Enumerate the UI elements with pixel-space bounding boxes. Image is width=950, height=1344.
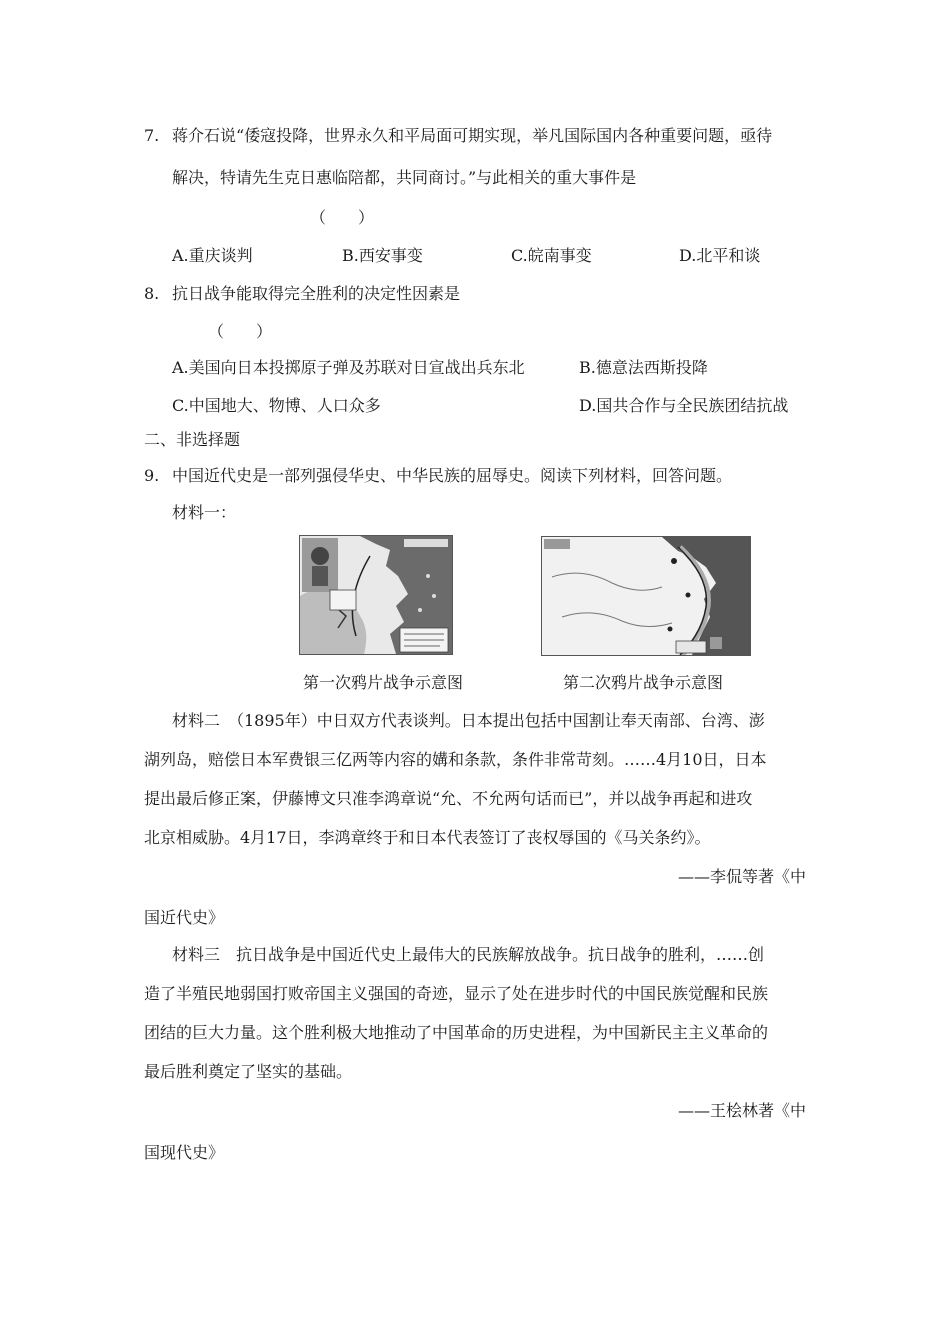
material3-source-cont: 国现代史》: [144, 1143, 225, 1162]
material3-source: ——王桧林著《中: [678, 1101, 807, 1120]
q7-option-c: C.皖南事变: [511, 246, 592, 265]
q7-option-d: D.北平和谈: [679, 246, 761, 265]
material1-label: 材料一：: [172, 503, 237, 522]
material3-line1: 材料三 抗日战争是中国近代史上最伟大的民族解放战争。抗日战争的胜利，……创: [172, 945, 765, 964]
material2-line1: 材料二 （1895年）中日双方代表谈判。日本提出包括中国割让奉天南部、台湾、澎: [172, 711, 765, 730]
q7-stem-line2: 解决，特请先生克日惠临陪都，共同商讨。”与此相关的重大事件是: [172, 168, 637, 187]
q7-answer-blank: （ ）: [310, 208, 375, 227]
material2-source-cont: 国近代史》: [144, 908, 225, 927]
q8-stem: 抗日战争能取得完全胜利的决定性因素是: [172, 284, 461, 303]
q7-option-b: B.西安事变: [342, 246, 423, 265]
q8-option-c: C.中国地大、物博、人口众多: [172, 396, 381, 415]
q9-stem: 中国近代史是一部列强侵华史、中华民族的屈辱史。阅读下列材料，回答问题。: [172, 466, 733, 485]
material2-line3: 提出最后修正案，伊藤博文只准李鸿章说“允、不允两句话而已”，并以战争再起和进攻: [144, 789, 753, 808]
material3-line4: 最后胜利奠定了坚实的基础。: [144, 1062, 353, 1081]
first-opium-war-map: [299, 535, 453, 655]
second-opium-war-map: [541, 536, 751, 656]
material3-line2: 造了半殖民地弱国打败帝国主义强国的奇迹，显示了处在进步时代的中国民族觉醒和民族: [144, 984, 769, 1003]
q7-stem-line1: 蒋介石说“倭寇投降，世界永久和平局面可期实现，举凡国际国内各种重要问题，亟待: [172, 126, 773, 145]
q8-option-b: B.德意法西斯投降: [579, 358, 708, 377]
material2-source: ——李侃等著《中: [678, 867, 807, 886]
q8-number: 8.: [144, 284, 160, 303]
q8-option-a: A.美国向日本投掷原子弹及苏联对日宣战出兵东北: [172, 358, 525, 377]
q7-number: 7.: [144, 126, 160, 145]
section-heading: 二、非选择题: [144, 430, 241, 449]
q7-option-a: A.重庆谈判: [172, 246, 253, 265]
q8-option-d: D.国共合作与全民族团结抗战: [579, 396, 789, 415]
material2-line4: 北京相威胁。4月17日，李鸿章终于和日本代表签订了丧权辱国的《马关条约》。: [144, 828, 711, 847]
material2-line2: 湖列岛，赔偿日本军费银三亿两等内容的媾和条款，条件非常苛刻。……4月10日，日本: [144, 750, 767, 769]
q9-number: 9.: [144, 466, 160, 485]
material3-line3: 团结的巨大力量。这个胜利极大地推动了中国革命的历史进程，为中国新民主主义革命的: [144, 1023, 769, 1042]
q8-answer-blank: （ ）: [208, 322, 273, 341]
map1-caption: 第一次鸦片战争示意图: [303, 673, 464, 692]
map2-caption: 第二次鸦片战争示意图: [563, 673, 724, 692]
